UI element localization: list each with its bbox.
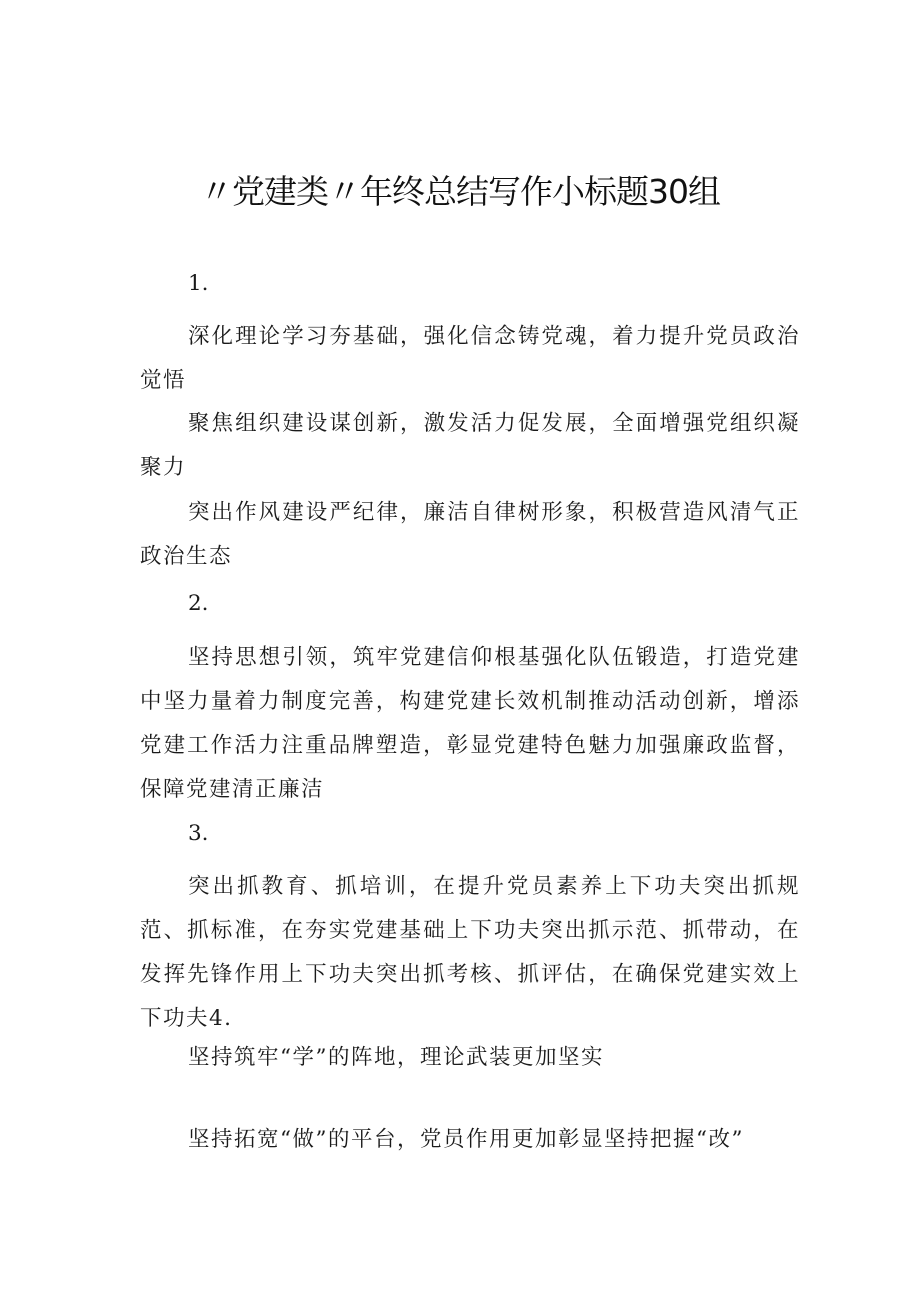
section-number-3: 3. [188,821,209,846]
paragraph: 坚持拓宽“做”的平台，党员作用更加彰显坚持把握“改” [188,1127,744,1152]
section-number-2: 2. [188,591,209,616]
paragraph: 坚持筑牢“学”的阵地，理论武装更加坚实 [188,1045,604,1070]
paragraph: 突出作风建设严纪律，廉洁自律树形象，积极营造风清气正政治生态 [140,500,800,569]
document-title: 〃党建类〃年终总结写作小标题30组 [200,172,720,211]
paragraph: 深化理论学习夯基础，强化信念铸党魂，着力提升党员政治觉悟 [140,324,800,393]
section-number-1: 1. [188,271,209,296]
paragraph: 突出抓教育、抓培训，在提升党员素养上下功夫突出抓规范、抓标准，在夯实党建基础上下功夫突出抓示范、抓带动，在发挥先锋作用上下功夫突出抓考核、抓评估，在确保党建实效上下功夫4. [140,874,800,1031]
paragraph: 聚焦组织建设谋创新，激发活力促发展，全面增强党组织凝聚力 [140,411,800,480]
paragraph: 坚持思想引领，筑牢党建信仰根基强化队伍锻造，打造党建中坚力量着力制度完善，构建党建长效机制推动活动创新，增添党建工作活力注重品牌塑造，彰显党建特色魅力加强廉政监督，保障党建清正廉洁 [140,645,800,802]
